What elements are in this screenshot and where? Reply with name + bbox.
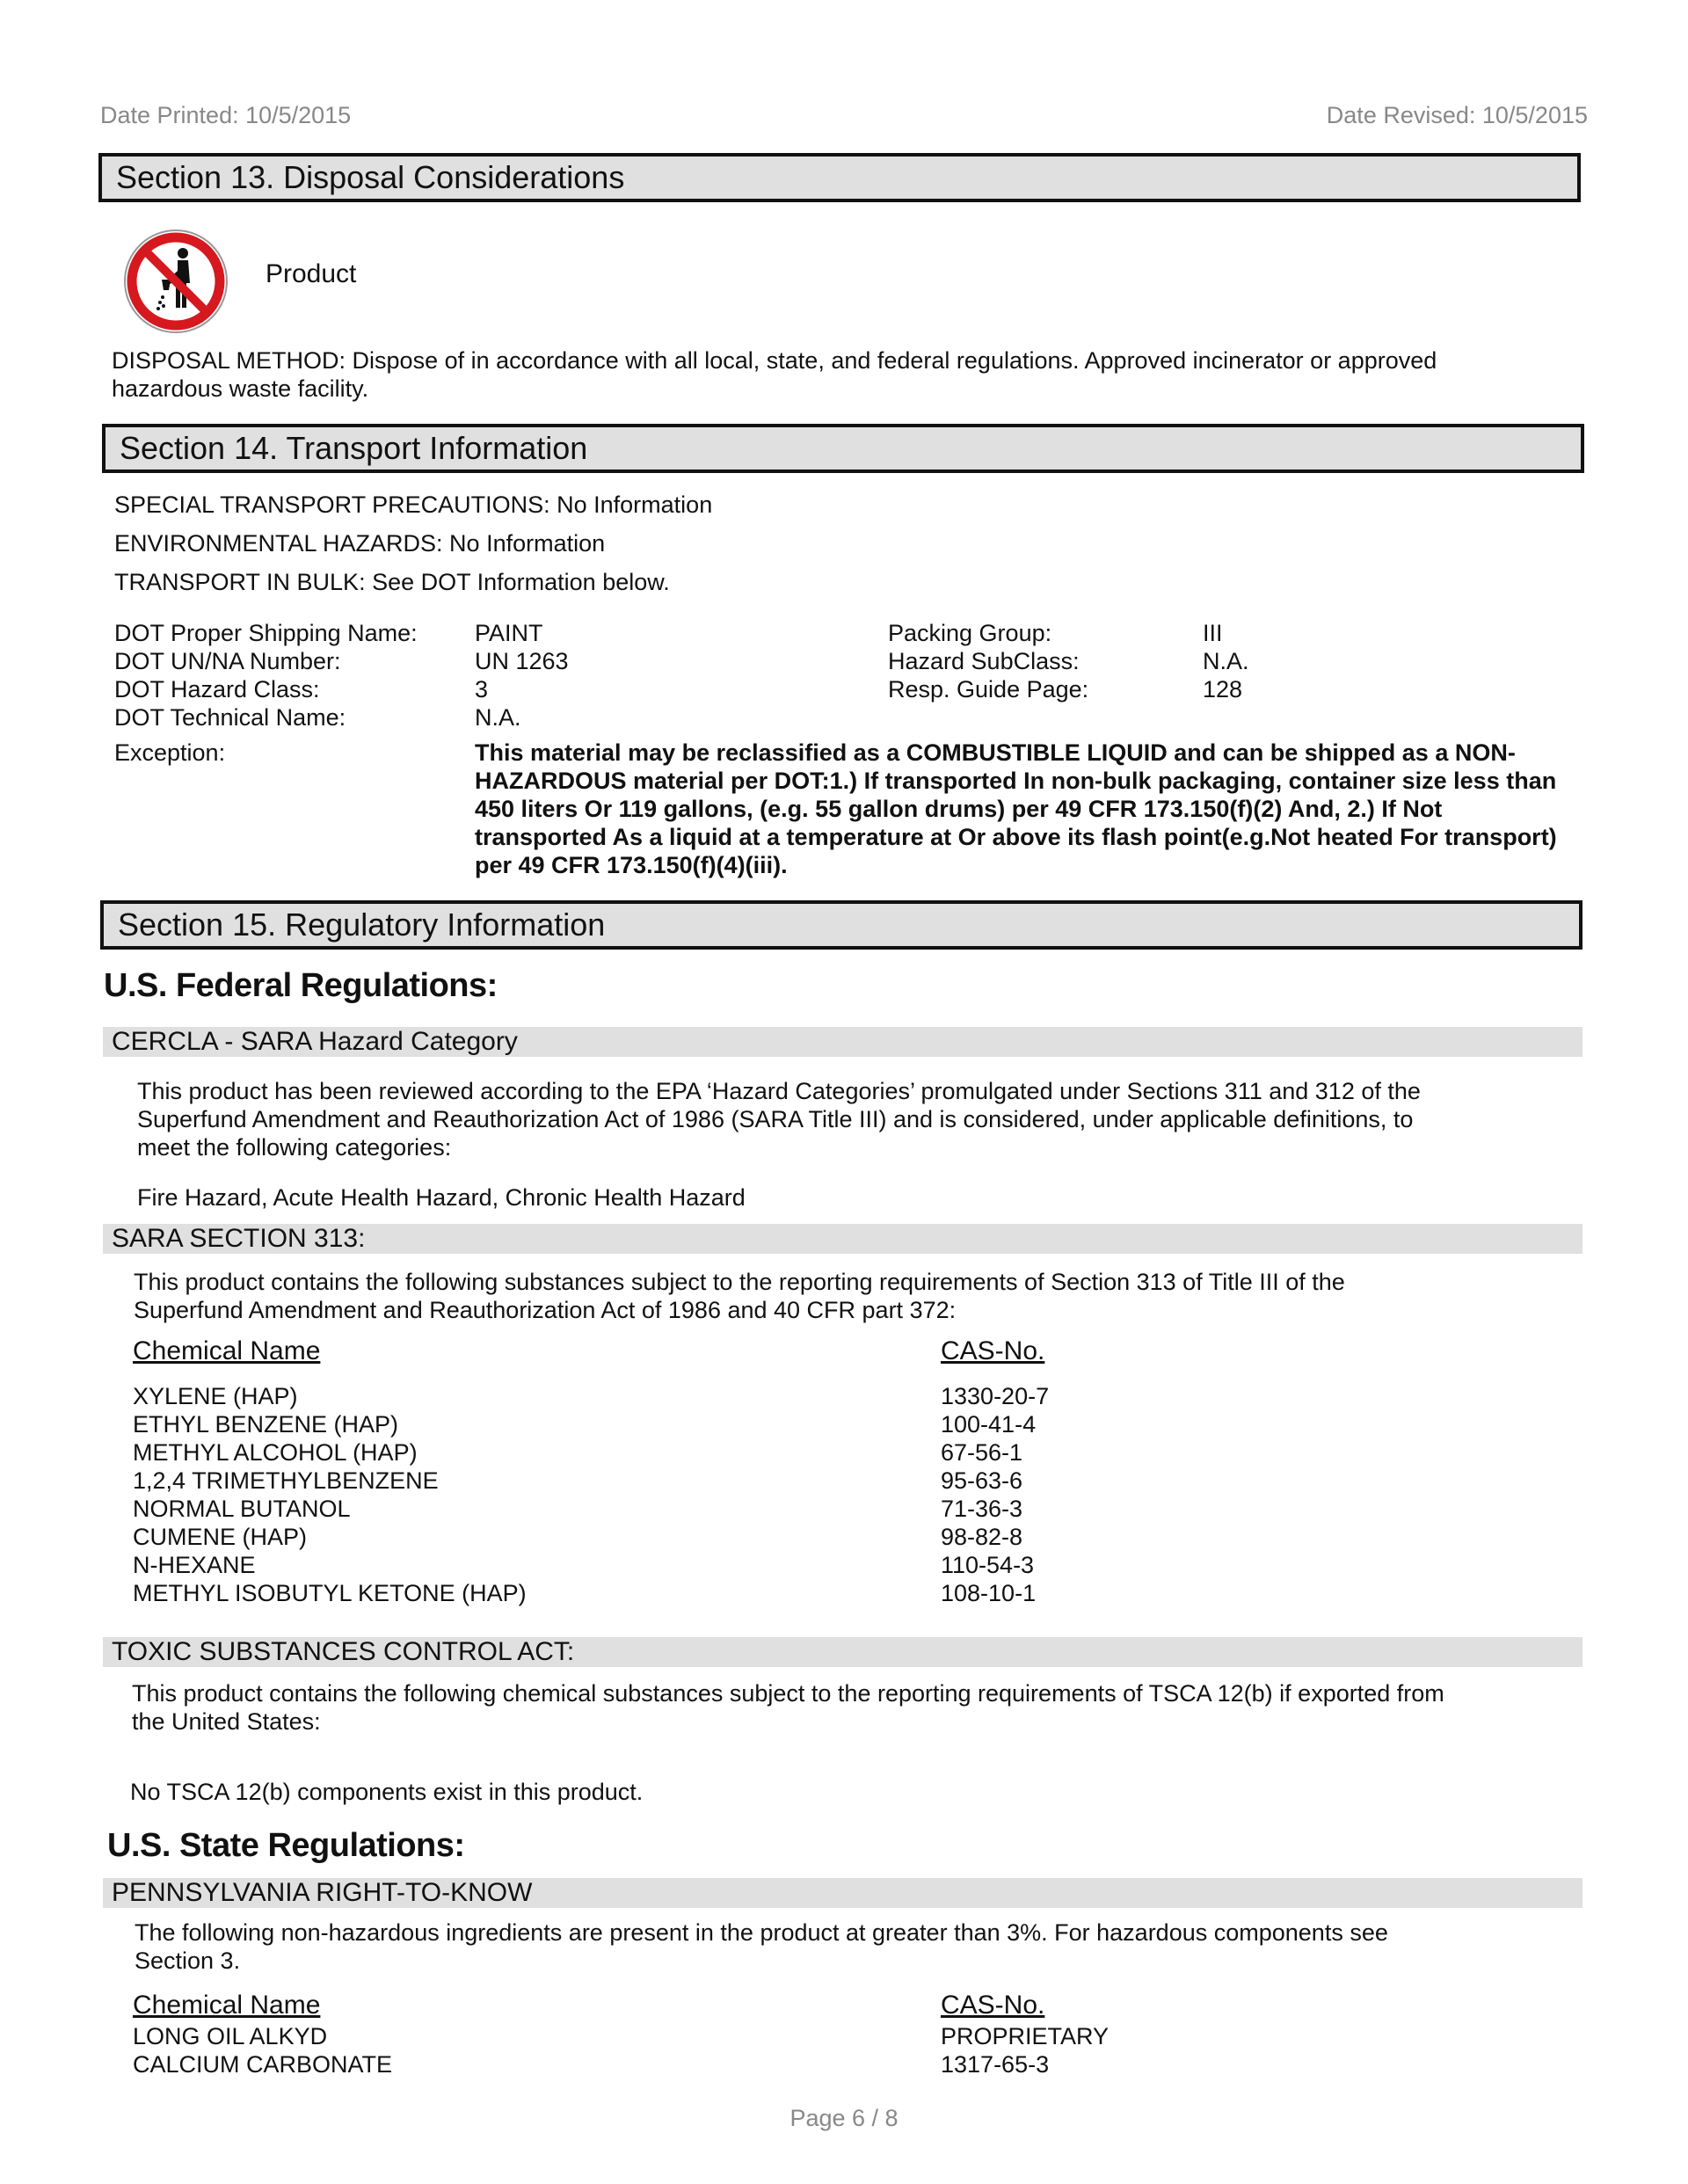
disposal-method xyxy=(112,346,1589,403)
dot-un-number-value: UN 1263 xyxy=(475,648,569,674)
cas-number: 67-56-1 xyxy=(941,1439,1023,1466)
dot-hazard-class-value: 3 xyxy=(475,676,489,703)
resp-guide-page-value: 128 xyxy=(1203,676,1243,703)
pa-col-cas-no: CAS-No. xyxy=(941,1991,1045,2020)
sara-line: This product contains the following substances subject to the reporting requirements of Section 313 of Title III of the xyxy=(134,1269,1345,1295)
cas-number: PROPRIETARY xyxy=(941,2023,1110,2049)
section-14-title: Section 14. Transport Information xyxy=(120,430,588,466)
sara-col-cas-no: CAS-No. xyxy=(941,1336,1045,1365)
section-13-title: Section 13. Disposal Considerations xyxy=(116,159,625,195)
tsca-line: the United States: xyxy=(132,1708,321,1735)
table-row xyxy=(133,1551,1276,1579)
sara-line: Superfund Amendment and Reauthorization Act of 1986 and 40 CFR part 372: xyxy=(134,1297,957,1323)
dot-technical-name-label: DOT Technical Name: xyxy=(114,704,346,731)
section-15-header xyxy=(100,900,1582,950)
page-number: Page 6 / 8 xyxy=(789,2105,899,2131)
chemical-name: METHYL ISOBUTYL KETONE (HAP) xyxy=(133,1580,527,1606)
special-transport-label: SPECIAL TRANSPORT PRECAUTIONS: xyxy=(114,491,550,518)
dot-un-number-label: DOT UN/NA Number: xyxy=(114,648,341,674)
packing-group-value: III xyxy=(1203,620,1223,646)
cercla-description xyxy=(137,1077,1588,1161)
chemical-name: XYLENE (HAP) xyxy=(133,1383,298,1409)
packing-group-label: Packing Group: xyxy=(888,620,1052,646)
exception-text xyxy=(475,739,1591,879)
tsca-none-statement: No TSCA 12(b) components exist in this product. xyxy=(130,1779,644,1805)
chemical-name: LONG OIL ALKYD xyxy=(133,2023,328,2049)
cas-number: 100-41-4 xyxy=(941,1411,1037,1438)
resp-guide-page-label: Resp. Guide Page: xyxy=(888,676,1089,703)
sara-chemical-table xyxy=(133,1382,1276,1607)
hazard-subclass-label: Hazard SubClass: xyxy=(888,648,1080,674)
cas-number: 1330-20-7 xyxy=(941,1383,1050,1409)
table-row xyxy=(133,2022,1276,2050)
section-13-header xyxy=(98,153,1581,202)
table-row xyxy=(133,2050,1276,2078)
environmental-hazards xyxy=(114,529,605,557)
disposal-method-label: DISPOSAL METHOD: xyxy=(112,347,346,374)
table-row xyxy=(133,1523,1276,1551)
exception-line: per 49 CFR 173.150(f)(4)(iii). xyxy=(475,852,788,878)
chemical-name: CUMENE (HAP) xyxy=(133,1524,308,1550)
table-row xyxy=(133,1579,1276,1607)
sara-313-heading: SARA SECTION 313: xyxy=(103,1224,1582,1254)
no-dumping-icon xyxy=(121,227,230,336)
disposal-method-text-2: hazardous waste facility. xyxy=(112,375,369,402)
dot-shipping-name-value: PAINT xyxy=(475,620,543,646)
pennsylvania-description xyxy=(135,1918,1594,1975)
cercla-line: Superfund Amendment and Reauthorization Act of 1986 (SARA Title III) and is considered, under applicable definitions, to xyxy=(137,1106,1414,1132)
environmental-hazards-label: ENVIRONMENTAL HAZARDS: xyxy=(114,530,443,557)
table-row xyxy=(133,1410,1276,1438)
cas-number: 110-54-3 xyxy=(941,1552,1035,1578)
date-revised: Date Revised: 10/5/2015 xyxy=(1326,102,1588,128)
chemical-name: CALCIUM CARBONATE xyxy=(133,2051,393,2078)
cercla-line: meet the following categories: xyxy=(137,1134,452,1161)
cercla-categories: Fire Hazard, Acute Health Hazard, Chronic Health Hazard xyxy=(137,1184,746,1211)
tsca-description xyxy=(132,1679,1591,1736)
transport-in-bulk-label: TRANSPORT IN BULK: xyxy=(114,569,366,595)
chemical-name: N-HEXANE xyxy=(133,1552,256,1578)
table-row xyxy=(133,1467,1276,1495)
hazard-subclass-value: N.A. xyxy=(1203,648,1249,674)
tsca-line: This product contains the following chemical substances subject to the reporting requirements of TSCA 12(b) if exported from xyxy=(132,1680,1444,1707)
exception-label: Exception: xyxy=(114,739,226,766)
chemical-name: METHYL ALCOHOL (HAP) xyxy=(133,1439,418,1466)
environmental-hazards-value: No Information xyxy=(442,530,606,557)
table-row xyxy=(133,1495,1276,1523)
date-printed: Date Printed: 10/5/2015 xyxy=(100,102,352,128)
cas-number: 71-36-3 xyxy=(941,1496,1023,1522)
table-row xyxy=(133,1438,1276,1467)
transport-in-bulk-value: See DOT Information below. xyxy=(365,569,670,595)
pa-line: The following non-hazardous ingredients are present in the product at greater than 3%. For hazardous components see xyxy=(135,1919,1388,1946)
cercla-line: This product has been reviewed according to the EPA ‘Hazard Categories’ promulgated under Sections 311 and 312 of the xyxy=(137,1078,1421,1104)
chemical-name: 1,2,4 TRIMETHYLBENZENE xyxy=(133,1467,439,1494)
chemical-name: NORMAL BUTANOL xyxy=(133,1496,351,1522)
pa-col-chemical-name: Chemical Name xyxy=(133,1991,321,2020)
chemical-name: ETHYL BENZENE (HAP) xyxy=(133,1411,399,1438)
section-15-title: Section 15. Regulatory Information xyxy=(118,906,606,943)
exception-line: HAZARDOUS material per DOT:1.) If transported In non-bulk packaging, container size less than xyxy=(475,768,1557,794)
cercla-heading: CERCLA - SARA Hazard Category xyxy=(103,1027,1582,1057)
special-transport-precautions xyxy=(114,491,712,519)
sara-col-chemical-name: Chemical Name xyxy=(133,1336,321,1365)
state-regulations-heading: U.S. State Regulations: xyxy=(107,1827,465,1864)
section-14-header xyxy=(102,424,1584,473)
cas-number: 95-63-6 xyxy=(941,1467,1023,1494)
pa-line: Section 3. xyxy=(135,1947,241,1974)
tsca-heading: TOXIC SUBSTANCES CONTROL ACT: xyxy=(103,1637,1582,1667)
sara-313-description xyxy=(134,1268,1584,1324)
dot-technical-name-value: N.A. xyxy=(475,704,521,731)
dot-hazard-class-label: DOT Hazard Class: xyxy=(114,676,320,703)
special-transport-value: No Information xyxy=(549,491,713,518)
cas-number: 1317-65-3 xyxy=(941,2051,1050,2078)
exception-line: This material may be reclassified as a COMBUSTIBLE LIQUID and can be shipped as a NON- xyxy=(475,739,1516,766)
dot-shipping-name-label: DOT Proper Shipping Name: xyxy=(114,620,418,646)
federal-regulations-heading: U.S. Federal Regulations: xyxy=(104,967,498,1004)
pennsylvania-rtk-heading: PENNSYLVANIA RIGHT-TO-KNOW xyxy=(103,1878,1582,1908)
exception-line: 450 liters Or 119 gallons, (e.g. 55 gallon drums) per 49 CFR 173.150(f)(2) And, 2.) If Not xyxy=(475,796,1443,822)
cas-number: 108-10-1 xyxy=(941,1580,1037,1606)
exception-line: transported As a liquid at a temperature at Or above its flash point(e.g.Not heated For transport) xyxy=(475,824,1557,850)
pa-chemical-table xyxy=(133,2022,1276,2078)
cas-number: 98-82-8 xyxy=(941,1524,1023,1550)
product-label: Product xyxy=(266,259,357,288)
transport-in-bulk xyxy=(114,568,670,596)
table-row xyxy=(133,1382,1276,1410)
disposal-method-text: Dispose of in accordance with all local, state, and federal regulations. Approved incinerator or approved xyxy=(346,347,1437,374)
